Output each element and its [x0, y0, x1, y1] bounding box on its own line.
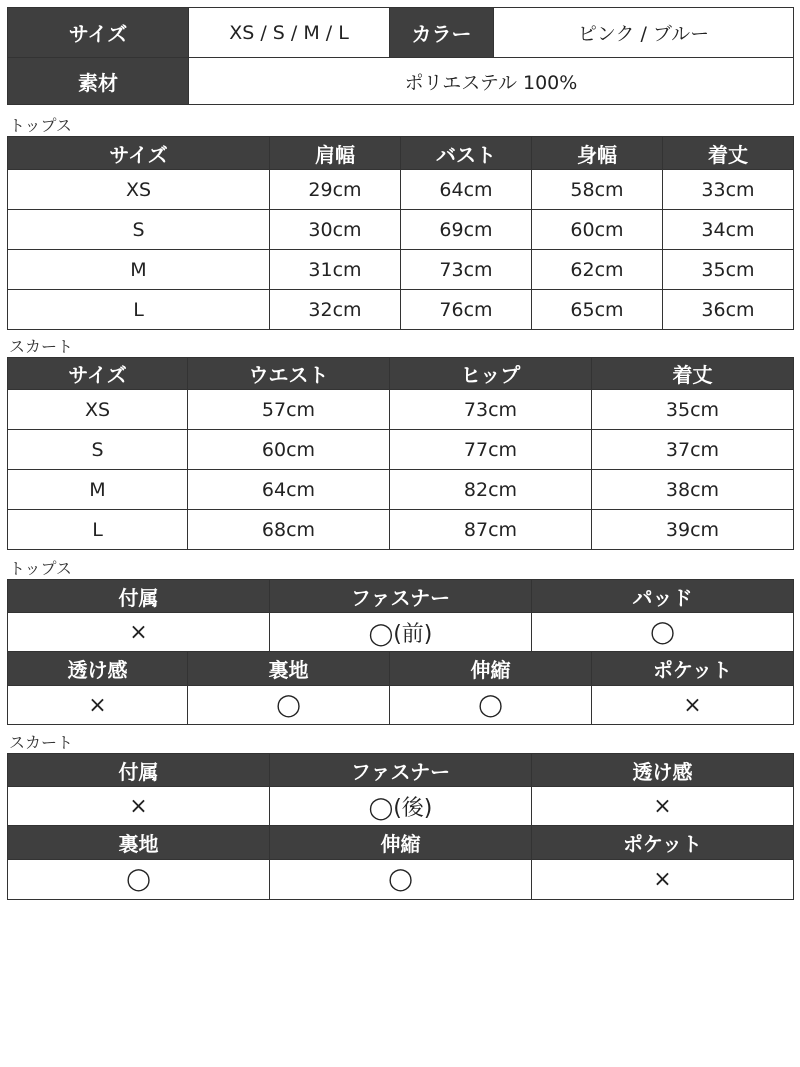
tops-size-section-label: トップス — [9, 116, 72, 135]
table-cell: M — [8, 250, 270, 290]
table-cell: 39cm — [592, 510, 794, 550]
table-cell: S — [8, 430, 188, 470]
feature-header: 透け感 — [8, 652, 188, 686]
color-label: カラー — [390, 8, 494, 58]
feature-header: 裏地 — [188, 652, 390, 686]
table-cell: 36cm — [663, 290, 794, 330]
feature-header: 付属 — [8, 580, 270, 613]
table-cell: L — [8, 290, 270, 330]
skirt-size-header: サイズ — [8, 358, 188, 390]
feature-header: ファスナー — [270, 754, 532, 787]
feature-header: ポケット — [532, 826, 794, 860]
feature-value: × — [8, 686, 188, 725]
table-cell: 77cm — [390, 430, 592, 470]
table-cell: 76cm — [401, 290, 532, 330]
table-cell: 57cm — [188, 390, 390, 430]
feature-header: パッド — [532, 580, 794, 613]
skirt-size-section-label: スカート — [9, 337, 74, 356]
feature-header: 伸縮 — [390, 652, 592, 686]
feature-value: × — [532, 860, 794, 900]
material-label: 素材 — [8, 58, 189, 105]
table-cell: XS — [8, 170, 270, 210]
table-row — [8, 430, 794, 470]
tops-size-header: 身幅 — [532, 137, 663, 170]
table-cell: 37cm — [592, 430, 794, 470]
material-value: ポリエステル 100% — [189, 58, 794, 105]
skirt-features-section-label: スカート — [9, 733, 74, 752]
feature-value: × — [8, 613, 270, 652]
table-row — [8, 290, 794, 330]
feature-value: ◯ — [8, 860, 270, 900]
skirt-size-header: 着丈 — [592, 358, 794, 390]
table-row — [8, 250, 794, 290]
table-row — [8, 390, 794, 430]
tops-size-header: 肩幅 — [270, 137, 401, 170]
summary-table — [7, 7, 794, 105]
tops-size-header: 着丈 — [663, 137, 794, 170]
table-cell: 33cm — [663, 170, 794, 210]
skirt-size-table — [7, 357, 794, 550]
feature-value: ◯ — [188, 686, 390, 725]
table-cell: L — [8, 510, 188, 550]
table-cell: 65cm — [532, 290, 663, 330]
table-cell: 30cm — [270, 210, 401, 250]
feature-value: × — [592, 686, 794, 725]
table-cell: 68cm — [188, 510, 390, 550]
feature-value: × — [8, 787, 270, 826]
feature-header: 付属 — [8, 754, 270, 787]
feature-header: 透け感 — [532, 754, 794, 787]
table-cell: 69cm — [401, 210, 532, 250]
table-cell: 60cm — [188, 430, 390, 470]
table-cell: M — [8, 470, 188, 510]
table-cell: 35cm — [663, 250, 794, 290]
size-label: サイズ — [8, 8, 189, 58]
tops-features-table-1 — [7, 579, 794, 652]
tops-features-table-2 — [7, 651, 794, 725]
table-cell: 38cm — [592, 470, 794, 510]
table-cell: XS — [8, 390, 188, 430]
size-value: XS / S / M / L — [189, 8, 390, 58]
skirt-features-table — [7, 753, 794, 900]
tops-size-table — [7, 136, 794, 330]
table-cell: 35cm — [592, 390, 794, 430]
table-cell: 73cm — [401, 250, 532, 290]
skirt-size-header: ヒップ — [390, 358, 592, 390]
skirt-size-header: ウエスト — [188, 358, 390, 390]
feature-value: ◯(後) — [270, 787, 532, 826]
color-value: ピンク / ブルー — [494, 8, 794, 58]
feature-value: ◯ — [270, 860, 532, 900]
table-cell: 32cm — [270, 290, 401, 330]
table-cell: 58cm — [532, 170, 663, 210]
table-cell: 73cm — [390, 390, 592, 430]
tops-features-section-label: トップス — [9, 559, 72, 578]
table-cell: 64cm — [401, 170, 532, 210]
feature-value: × — [532, 787, 794, 826]
table-cell: 60cm — [532, 210, 663, 250]
table-row — [8, 510, 794, 550]
feature-header: ポケット — [592, 652, 794, 686]
feature-header: 裏地 — [8, 826, 270, 860]
table-row — [8, 210, 794, 250]
table-cell: 62cm — [532, 250, 663, 290]
tops-size-header: サイズ — [8, 137, 270, 170]
feature-value: ◯(前) — [270, 613, 532, 652]
table-cell: S — [8, 210, 270, 250]
table-cell: 82cm — [390, 470, 592, 510]
table-cell: 87cm — [390, 510, 592, 550]
table-row — [8, 470, 794, 510]
table-cell: 64cm — [188, 470, 390, 510]
table-cell: 29cm — [270, 170, 401, 210]
feature-header: 伸縮 — [270, 826, 532, 860]
feature-header: ファスナー — [270, 580, 532, 613]
feature-value: ◯ — [390, 686, 592, 725]
feature-value: ◯ — [532, 613, 794, 652]
table-row — [8, 170, 794, 210]
table-cell: 34cm — [663, 210, 794, 250]
table-cell: 31cm — [270, 250, 401, 290]
tops-size-header: バスト — [401, 137, 532, 170]
